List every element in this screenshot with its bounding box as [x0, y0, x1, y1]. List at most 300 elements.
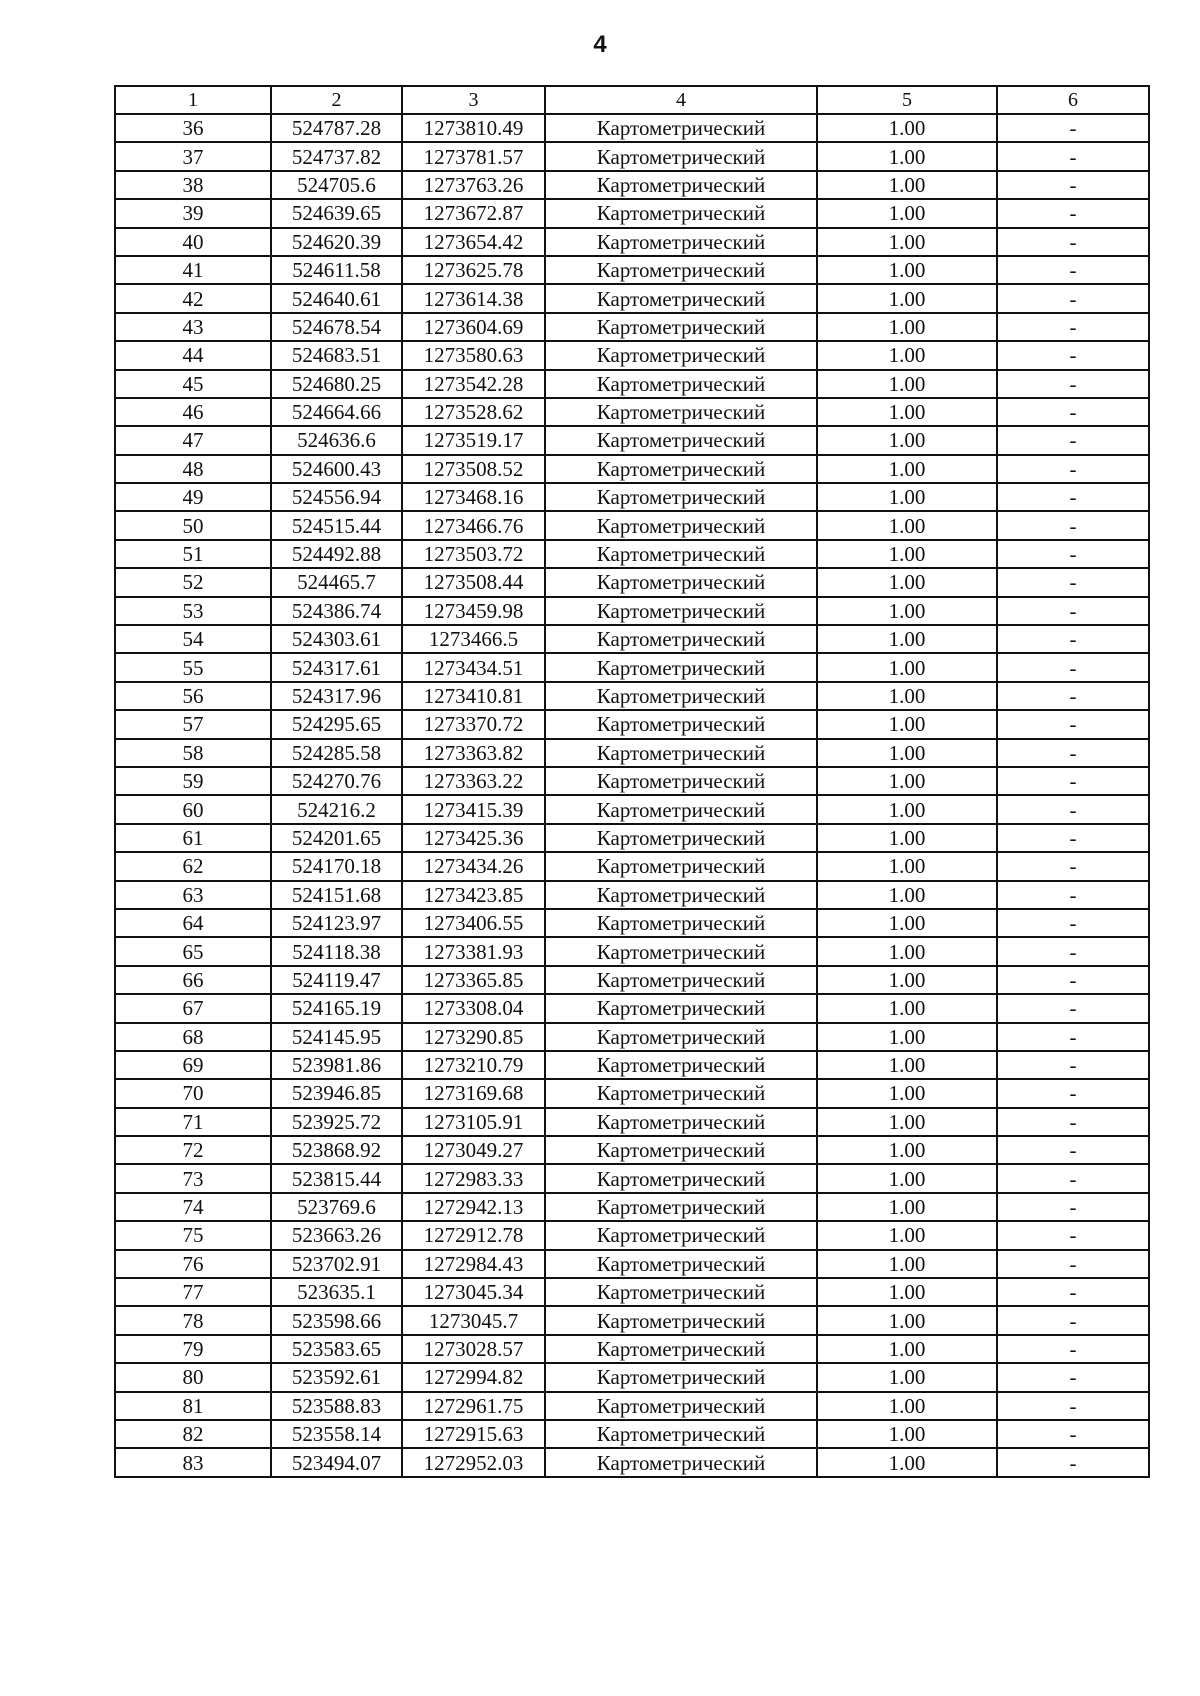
x-coordinate-cell: 524145.95 — [271, 1023, 402, 1051]
method-cell: Картометрический — [545, 1335, 817, 1363]
description-cell: - — [997, 171, 1149, 199]
description-cell: - — [997, 511, 1149, 539]
table-row — [115, 370, 1149, 398]
description-cell: - — [997, 540, 1149, 568]
x-coordinate-cell: 524465.7 — [271, 568, 402, 596]
method-cell: Картометрический — [545, 284, 817, 312]
point-number-cell: 68 — [115, 1023, 271, 1051]
table-row — [115, 937, 1149, 965]
point-number-cell: 77 — [115, 1278, 271, 1306]
accuracy-cell: 1.00 — [817, 852, 997, 880]
point-number-cell: 78 — [115, 1306, 271, 1334]
x-coordinate-cell: 524515.44 — [271, 511, 402, 539]
table-row — [115, 1392, 1149, 1420]
y-coordinate-cell: 1273654.42 — [402, 228, 545, 256]
point-number-cell: 39 — [115, 199, 271, 227]
table-row — [115, 1420, 1149, 1448]
x-coordinate-cell: 524492.88 — [271, 540, 402, 568]
point-number-cell: 41 — [115, 256, 271, 284]
accuracy-cell: 1.00 — [817, 1108, 997, 1136]
table-row — [115, 540, 1149, 568]
method-cell: Картометрический — [545, 199, 817, 227]
table-row — [115, 199, 1149, 227]
x-coordinate-cell: 524165.19 — [271, 994, 402, 1022]
method-cell: Картометрический — [545, 426, 817, 454]
table-row — [115, 142, 1149, 170]
description-cell: - — [997, 824, 1149, 852]
description-cell: - — [997, 398, 1149, 426]
method-cell: Картометрический — [545, 256, 817, 284]
description-cell: - — [997, 256, 1149, 284]
table-row — [115, 597, 1149, 625]
description-cell: - — [997, 1136, 1149, 1164]
table-row — [115, 1448, 1149, 1476]
method-cell: Картометрический — [545, 852, 817, 880]
table-row — [115, 1363, 1149, 1391]
description-cell: - — [997, 795, 1149, 823]
method-cell: Картометрический — [545, 1221, 817, 1249]
accuracy-cell: 1.00 — [817, 341, 997, 369]
y-coordinate-cell: 1273425.36 — [402, 824, 545, 852]
accuracy-cell: 1.00 — [817, 881, 997, 909]
accuracy-cell: 1.00 — [817, 1392, 997, 1420]
description-cell: - — [997, 966, 1149, 994]
x-coordinate-cell: 524683.51 — [271, 341, 402, 369]
method-cell: Картометрический — [545, 795, 817, 823]
table-row — [115, 1221, 1149, 1249]
x-coordinate-cell: 524386.74 — [271, 597, 402, 625]
y-coordinate-cell: 1273406.55 — [402, 909, 545, 937]
table-row — [115, 824, 1149, 852]
accuracy-cell: 1.00 — [817, 455, 997, 483]
point-number-cell: 76 — [115, 1250, 271, 1278]
table-row — [115, 1108, 1149, 1136]
y-coordinate-cell: 1272915.63 — [402, 1420, 545, 1448]
description-cell: - — [997, 767, 1149, 795]
x-coordinate-cell: 523592.61 — [271, 1363, 402, 1391]
y-coordinate-cell: 1272912.78 — [402, 1221, 545, 1249]
table-row — [115, 1051, 1149, 1079]
table-row — [115, 909, 1149, 937]
accuracy-cell: 1.00 — [817, 625, 997, 653]
x-coordinate-cell: 524787.28 — [271, 114, 402, 142]
accuracy-cell: 1.00 — [817, 568, 997, 596]
point-number-cell: 40 — [115, 228, 271, 256]
method-cell: Картометрический — [545, 1108, 817, 1136]
point-number-cell: 62 — [115, 852, 271, 880]
table-row — [115, 256, 1149, 284]
point-number-cell: 57 — [115, 710, 271, 738]
x-coordinate-cell: 524636.6 — [271, 426, 402, 454]
x-coordinate-cell: 523598.66 — [271, 1306, 402, 1334]
x-coordinate-cell: 524705.6 — [271, 171, 402, 199]
description-cell: - — [997, 852, 1149, 880]
description-cell: - — [997, 1250, 1149, 1278]
point-number-cell: 82 — [115, 1420, 271, 1448]
y-coordinate-cell: 1273049.27 — [402, 1136, 545, 1164]
description-cell: - — [997, 1306, 1149, 1334]
x-coordinate-cell: 524678.54 — [271, 313, 402, 341]
y-coordinate-cell: 1273410.81 — [402, 682, 545, 710]
y-coordinate-cell: 1273210.79 — [402, 1051, 545, 1079]
y-coordinate-cell: 1273434.51 — [402, 653, 545, 681]
y-coordinate-cell: 1273580.63 — [402, 341, 545, 369]
x-coordinate-cell: 524118.38 — [271, 937, 402, 965]
y-coordinate-cell: 1273423.85 — [402, 881, 545, 909]
coordinates-table — [114, 85, 1150, 1478]
x-coordinate-cell: 524216.2 — [271, 795, 402, 823]
accuracy-cell: 1.00 — [817, 370, 997, 398]
table-row — [115, 426, 1149, 454]
y-coordinate-cell: 1273365.85 — [402, 966, 545, 994]
point-number-cell: 72 — [115, 1136, 271, 1164]
description-cell: - — [997, 199, 1149, 227]
y-coordinate-cell: 1273434.26 — [402, 852, 545, 880]
method-cell: Картометрический — [545, 710, 817, 738]
method-cell: Картометрический — [545, 597, 817, 625]
method-cell: Картометрический — [545, 370, 817, 398]
accuracy-cell: 1.00 — [817, 682, 997, 710]
y-coordinate-cell: 1273672.87 — [402, 199, 545, 227]
y-coordinate-cell: 1273763.26 — [402, 171, 545, 199]
description-cell: - — [997, 597, 1149, 625]
point-number-cell: 66 — [115, 966, 271, 994]
method-cell: Картометрический — [545, 1051, 817, 1079]
accuracy-cell: 1.00 — [817, 171, 997, 199]
point-number-cell: 36 — [115, 114, 271, 142]
x-coordinate-cell: 523588.83 — [271, 1392, 402, 1420]
y-coordinate-cell: 1273625.78 — [402, 256, 545, 284]
accuracy-cell: 1.00 — [817, 1136, 997, 1164]
y-coordinate-cell: 1273528.62 — [402, 398, 545, 426]
accuracy-cell: 1.00 — [817, 540, 997, 568]
accuracy-cell: 1.00 — [817, 1023, 997, 1051]
method-cell: Картометрический — [545, 966, 817, 994]
method-cell: Картометрический — [545, 1392, 817, 1420]
accuracy-cell: 1.00 — [817, 483, 997, 511]
y-coordinate-cell: 1273542.28 — [402, 370, 545, 398]
description-cell: - — [997, 568, 1149, 596]
y-coordinate-cell: 1273308.04 — [402, 994, 545, 1022]
point-number-cell: 64 — [115, 909, 271, 937]
description-cell: - — [997, 1023, 1149, 1051]
x-coordinate-cell: 524295.65 — [271, 710, 402, 738]
y-coordinate-cell: 1273370.72 — [402, 710, 545, 738]
description-cell: - — [997, 142, 1149, 170]
header-cell: 2 — [271, 86, 402, 114]
accuracy-cell: 1.00 — [817, 1448, 997, 1476]
table-row — [115, 171, 1149, 199]
accuracy-cell: 1.00 — [817, 937, 997, 965]
method-cell: Картометрический — [545, 653, 817, 681]
x-coordinate-cell: 524303.61 — [271, 625, 402, 653]
point-number-cell: 80 — [115, 1363, 271, 1391]
x-coordinate-cell: 524620.39 — [271, 228, 402, 256]
point-number-cell: 74 — [115, 1193, 271, 1221]
description-cell: - — [997, 313, 1149, 341]
table-row — [115, 881, 1149, 909]
method-cell: Картометрический — [545, 994, 817, 1022]
table-row — [115, 1335, 1149, 1363]
page-number: 4 — [593, 31, 607, 58]
x-coordinate-cell: 524639.65 — [271, 199, 402, 227]
accuracy-cell: 1.00 — [817, 426, 997, 454]
table-row — [115, 228, 1149, 256]
table-row — [115, 966, 1149, 994]
point-number-cell: 44 — [115, 341, 271, 369]
y-coordinate-cell: 1273290.85 — [402, 1023, 545, 1051]
x-coordinate-cell: 523946.85 — [271, 1079, 402, 1107]
y-coordinate-cell: 1273045.34 — [402, 1278, 545, 1306]
point-number-cell: 61 — [115, 824, 271, 852]
accuracy-cell: 1.00 — [817, 966, 997, 994]
point-number-cell: 69 — [115, 1051, 271, 1079]
description-cell: - — [997, 1079, 1149, 1107]
description-cell: - — [997, 1221, 1149, 1249]
table-row — [115, 653, 1149, 681]
method-cell: Картометрический — [545, 625, 817, 653]
y-coordinate-cell: 1273381.93 — [402, 937, 545, 965]
table-row — [115, 1079, 1149, 1107]
point-number-cell: 51 — [115, 540, 271, 568]
point-number-cell: 38 — [115, 171, 271, 199]
y-coordinate-cell: 1273508.44 — [402, 568, 545, 596]
point-number-cell: 60 — [115, 795, 271, 823]
method-cell: Картометрический — [545, 909, 817, 937]
description-cell: - — [997, 483, 1149, 511]
point-number-cell: 48 — [115, 455, 271, 483]
x-coordinate-cell: 524680.25 — [271, 370, 402, 398]
description-cell: - — [997, 1448, 1149, 1476]
accuracy-cell: 1.00 — [817, 1193, 997, 1221]
table-row — [115, 511, 1149, 539]
description-cell: - — [997, 370, 1149, 398]
table-row — [115, 1164, 1149, 1192]
x-coordinate-cell: 523868.92 — [271, 1136, 402, 1164]
y-coordinate-cell: 1273363.82 — [402, 739, 545, 767]
method-cell: Картометрический — [545, 1164, 817, 1192]
description-cell: - — [997, 909, 1149, 937]
point-number-cell: 49 — [115, 483, 271, 511]
description-cell: - — [997, 284, 1149, 312]
y-coordinate-cell: 1273781.57 — [402, 142, 545, 170]
table-row — [115, 313, 1149, 341]
point-number-cell: 83 — [115, 1448, 271, 1476]
method-cell: Картометрический — [545, 341, 817, 369]
point-number-cell: 55 — [115, 653, 271, 681]
description-cell: - — [997, 1164, 1149, 1192]
y-coordinate-cell: 1273503.72 — [402, 540, 545, 568]
method-cell: Картометрический — [545, 142, 817, 170]
point-number-cell: 54 — [115, 625, 271, 653]
description-cell: - — [997, 710, 1149, 738]
y-coordinate-cell: 1273508.52 — [402, 455, 545, 483]
accuracy-cell: 1.00 — [817, 1164, 997, 1192]
table-row — [115, 710, 1149, 738]
method-cell: Картометрический — [545, 1363, 817, 1391]
table-row — [115, 767, 1149, 795]
method-cell: Картометрический — [545, 682, 817, 710]
method-cell: Картометрический — [545, 455, 817, 483]
table-row — [115, 795, 1149, 823]
table-row — [115, 483, 1149, 511]
accuracy-cell: 1.00 — [817, 256, 997, 284]
y-coordinate-cell: 1272942.13 — [402, 1193, 545, 1221]
method-cell: Картометрический — [545, 1023, 817, 1051]
method-cell: Картометрический — [545, 540, 817, 568]
header-cell: 3 — [402, 86, 545, 114]
x-coordinate-cell: 523635.1 — [271, 1278, 402, 1306]
y-coordinate-cell: 1272983.33 — [402, 1164, 545, 1192]
header-cell: 5 — [817, 86, 997, 114]
y-coordinate-cell: 1273468.16 — [402, 483, 545, 511]
x-coordinate-cell: 523981.86 — [271, 1051, 402, 1079]
y-coordinate-cell: 1273028.57 — [402, 1335, 545, 1363]
accuracy-cell: 1.00 — [817, 795, 997, 823]
x-coordinate-cell: 524151.68 — [271, 881, 402, 909]
table-row — [115, 1136, 1149, 1164]
x-coordinate-cell: 524317.61 — [271, 653, 402, 681]
accuracy-cell: 1.00 — [817, 1335, 997, 1363]
y-coordinate-cell: 1273519.17 — [402, 426, 545, 454]
accuracy-cell: 1.00 — [817, 653, 997, 681]
table-row — [115, 625, 1149, 653]
table-row — [115, 398, 1149, 426]
description-cell: - — [997, 1392, 1149, 1420]
method-cell: Картометрический — [545, 228, 817, 256]
accuracy-cell: 1.00 — [817, 1278, 997, 1306]
method-cell: Картометрический — [545, 881, 817, 909]
accuracy-cell: 1.00 — [817, 1420, 997, 1448]
point-number-cell: 53 — [115, 597, 271, 625]
description-cell: - — [997, 114, 1149, 142]
x-coordinate-cell: 524170.18 — [271, 852, 402, 880]
description-cell: - — [997, 1051, 1149, 1079]
coordinates-table-container — [114, 85, 1150, 1478]
method-cell: Картометрический — [545, 1306, 817, 1334]
y-coordinate-cell: 1273169.68 — [402, 1079, 545, 1107]
y-coordinate-cell: 1273604.69 — [402, 313, 545, 341]
table-row — [115, 341, 1149, 369]
description-cell: - — [997, 426, 1149, 454]
table-row — [115, 1250, 1149, 1278]
description-cell: - — [997, 881, 1149, 909]
x-coordinate-cell: 524317.96 — [271, 682, 402, 710]
description-cell: - — [997, 228, 1149, 256]
table-row — [115, 284, 1149, 312]
y-coordinate-cell: 1273466.76 — [402, 511, 545, 539]
description-cell: - — [997, 994, 1149, 1022]
y-coordinate-cell: 1273415.39 — [402, 795, 545, 823]
accuracy-cell: 1.00 — [817, 114, 997, 142]
table-row — [115, 994, 1149, 1022]
y-coordinate-cell: 1273614.38 — [402, 284, 545, 312]
y-coordinate-cell: 1273810.49 — [402, 114, 545, 142]
y-coordinate-cell: 1273045.7 — [402, 1306, 545, 1334]
x-coordinate-cell: 523663.26 — [271, 1221, 402, 1249]
method-cell: Картометрический — [545, 1136, 817, 1164]
point-number-cell: 75 — [115, 1221, 271, 1249]
y-coordinate-cell: 1273459.98 — [402, 597, 545, 625]
description-cell: - — [997, 1335, 1149, 1363]
point-number-cell: 52 — [115, 568, 271, 596]
accuracy-cell: 1.00 — [817, 1221, 997, 1249]
x-coordinate-cell: 524640.61 — [271, 284, 402, 312]
table-row — [115, 1278, 1149, 1306]
table-row — [115, 455, 1149, 483]
point-number-cell: 73 — [115, 1164, 271, 1192]
table-row — [115, 1306, 1149, 1334]
point-number-cell: 56 — [115, 682, 271, 710]
accuracy-cell: 1.00 — [817, 1250, 997, 1278]
point-number-cell: 81 — [115, 1392, 271, 1420]
accuracy-cell: 1.00 — [817, 1306, 997, 1334]
table-row — [115, 1023, 1149, 1051]
method-cell: Картометрический — [545, 313, 817, 341]
accuracy-cell: 1.00 — [817, 767, 997, 795]
description-cell: - — [997, 1108, 1149, 1136]
method-cell: Картометрический — [545, 1079, 817, 1107]
table-row — [115, 739, 1149, 767]
accuracy-cell: 1.00 — [817, 824, 997, 852]
description-cell: - — [997, 1420, 1149, 1448]
header-cell: 1 — [115, 86, 271, 114]
point-number-cell: 37 — [115, 142, 271, 170]
header-cell: 6 — [997, 86, 1149, 114]
method-cell: Картометрический — [545, 1420, 817, 1448]
x-coordinate-cell: 523702.91 — [271, 1250, 402, 1278]
method-cell: Картометрический — [545, 739, 817, 767]
accuracy-cell: 1.00 — [817, 1079, 997, 1107]
accuracy-cell: 1.00 — [817, 1051, 997, 1079]
accuracy-cell: 1.00 — [817, 511, 997, 539]
accuracy-cell: 1.00 — [817, 398, 997, 426]
point-number-cell: 47 — [115, 426, 271, 454]
x-coordinate-cell: 523925.72 — [271, 1108, 402, 1136]
point-number-cell: 58 — [115, 739, 271, 767]
method-cell: Картометрический — [545, 568, 817, 596]
method-cell: Картометрический — [545, 1250, 817, 1278]
accuracy-cell: 1.00 — [817, 313, 997, 341]
accuracy-cell: 1.00 — [817, 597, 997, 625]
method-cell: Картометрический — [545, 767, 817, 795]
point-number-cell: 59 — [115, 767, 271, 795]
description-cell: - — [997, 341, 1149, 369]
description-cell: - — [997, 653, 1149, 681]
point-number-cell: 71 — [115, 1108, 271, 1136]
x-coordinate-cell: 524737.82 — [271, 142, 402, 170]
x-coordinate-cell: 524611.58 — [271, 256, 402, 284]
method-cell: Картометрический — [545, 1193, 817, 1221]
point-number-cell: 65 — [115, 937, 271, 965]
x-coordinate-cell: 524119.47 — [271, 966, 402, 994]
y-coordinate-cell: 1273466.5 — [402, 625, 545, 653]
y-coordinate-cell: 1273363.22 — [402, 767, 545, 795]
accuracy-cell: 1.00 — [817, 142, 997, 170]
x-coordinate-cell: 524123.97 — [271, 909, 402, 937]
point-number-cell: 43 — [115, 313, 271, 341]
point-number-cell: 70 — [115, 1079, 271, 1107]
table-row — [115, 114, 1149, 142]
table-body — [115, 86, 1149, 1477]
accuracy-cell: 1.00 — [817, 739, 997, 767]
table-row — [115, 852, 1149, 880]
table-row — [115, 682, 1149, 710]
point-number-cell: 63 — [115, 881, 271, 909]
description-cell: - — [997, 455, 1149, 483]
accuracy-cell: 1.00 — [817, 710, 997, 738]
x-coordinate-cell: 523558.14 — [271, 1420, 402, 1448]
